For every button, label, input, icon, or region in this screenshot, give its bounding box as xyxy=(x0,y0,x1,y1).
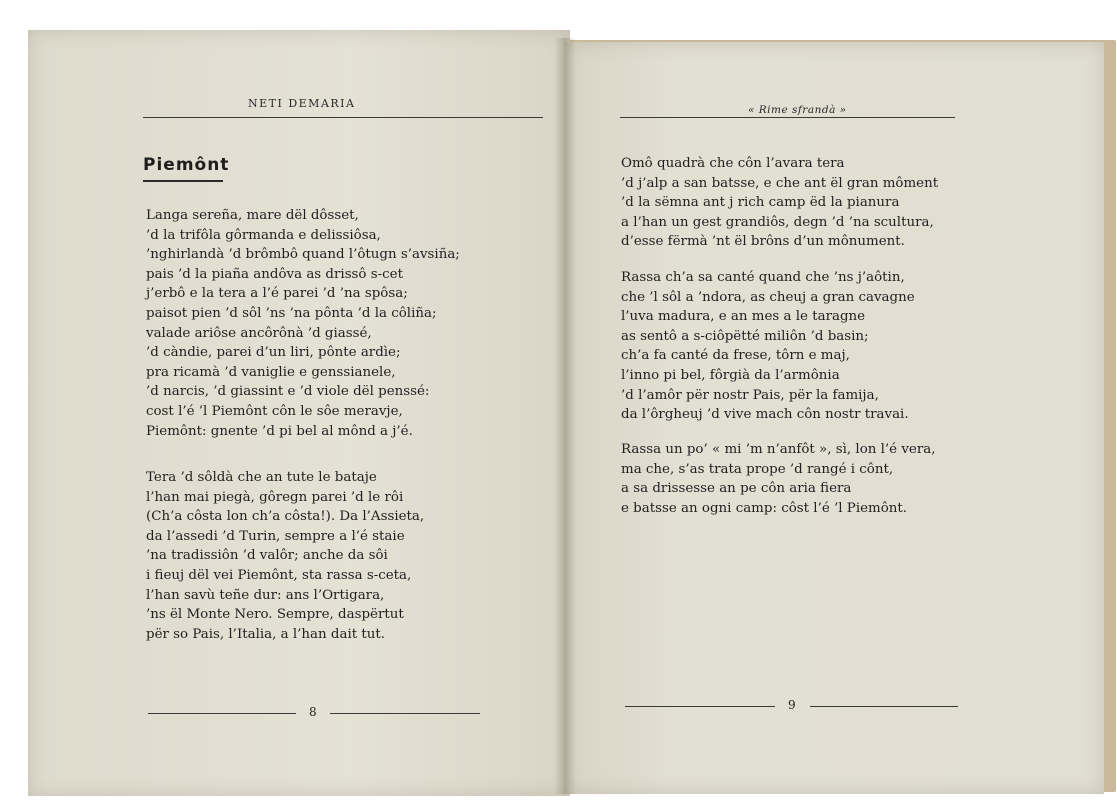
poem-line: ’na tradissiôn ’d valôr; anche da sôi xyxy=(146,548,388,564)
poem-line: ’d càndie, parei d’un liri, pônte ardìe; xyxy=(146,345,401,361)
right-stanza-2 xyxy=(621,268,915,425)
poem-line: Rassa ch’a sa canté quand che ’ns j’aôtin, xyxy=(621,270,905,285)
poem-line: a l’han un gest grandiôs, degn ’d ’na scultura, xyxy=(621,214,934,230)
poem-line: Piemônt: gnente ’d pi bel al mônd a j’é. xyxy=(146,423,413,439)
left-running-head: NETI DEMARIA xyxy=(248,97,356,110)
poem-line: ch’a fa canté da frese, tôrn e maj, xyxy=(621,348,850,364)
poem-line: a sa drissesse an pe côn aria fiera xyxy=(621,481,852,497)
poem-line: l’han savù teñe dur: ans l’Ortigara, xyxy=(146,587,385,603)
right-page-number: 9 xyxy=(788,698,796,712)
right-footer-rule-left xyxy=(625,706,775,707)
poem-line: ma che, s’as trata prope ’d rangé i cônt, xyxy=(621,461,894,477)
poem-line: Langa sereña, mare dël dôsset, xyxy=(146,208,359,223)
poem-line: i fieuj dël vei Piemônt, sta rassa s-ceta, xyxy=(146,567,412,583)
poem-line: Rassa un po’ « mi ’m n’anfôt », sì, lon l’é vera, xyxy=(621,442,936,457)
poem-line: l’inno pi bel, fôrgià da l’armônia xyxy=(621,367,840,383)
left-page-number: 8 xyxy=(309,705,317,719)
left-stanza-1 xyxy=(146,206,460,441)
left-footer-rule-left xyxy=(148,713,296,714)
right-running-head: « Rime sfrandà » xyxy=(748,104,847,116)
right-stanza-1 xyxy=(621,154,938,252)
poem-line: valade ariôse ancôrônà ’d giassé, xyxy=(146,325,372,341)
poem-line: j’erbô e la tera a l’é parei ’d ’na spôsa; xyxy=(146,286,408,302)
left-stanza-2 xyxy=(146,468,424,644)
poem-title-underline xyxy=(143,180,223,182)
poem-line: paisot pien ’d sôl ’ns ’na pônta ’d la côliña; xyxy=(146,305,437,321)
poem-line: ’d l’amôr për nostr Pais, për la famija, xyxy=(621,387,879,403)
left-footer-rule-right xyxy=(330,713,480,714)
poem-line: për so Pais, l’Italia, a l’han dait tut. xyxy=(146,626,386,642)
right-header-rule xyxy=(620,117,955,118)
poem-line: l’han mai piegà, gôregn parei ’d le rôi xyxy=(146,489,404,505)
poem-line: che ’l sôl a ’ndora, as cheuj a gran cavagne xyxy=(621,289,915,305)
poem-line: ’d la trifôla gôrmanda e delissiôsa, xyxy=(146,227,381,243)
poem-line: ’nghirlandà ’d brômbô quand l’ôtugn s’avsiña; xyxy=(146,247,460,263)
poem-line: l’uva madura, e an mes a le taragne xyxy=(621,309,866,325)
right-footer-rule-right xyxy=(810,706,958,707)
poem-line: cost l’é ’l Piemônt côn le sôe meravje, xyxy=(146,403,403,419)
poem-line: da l’assedi ’d Turin, sempre a l’é staie xyxy=(146,528,405,544)
left-header-rule xyxy=(143,117,543,118)
poem-line: e batsse an ogni camp: côst l’é ’l Piemônt. xyxy=(621,500,908,516)
book-gutter xyxy=(554,38,576,794)
poem-line: ’d j’alp a san batsse, e che ant ël gran môment xyxy=(621,175,939,191)
right-stanza-3 xyxy=(621,440,936,518)
poem-line: da l’ôrgheuj ’d vive mach côn nostr travai. xyxy=(621,407,909,423)
poem-line: ’d la sëmna ant j rich camp ëd la pianura xyxy=(621,195,900,211)
poem-line: (Ch’a côsta lon ch’a côsta!). Da l’Assieta, xyxy=(146,509,425,525)
poem-line: Omô quadrà che côn l’avara tera xyxy=(621,156,845,171)
poem-line: pais ’d la piaña andôva as drissô s-cet xyxy=(146,266,403,282)
poem-line: ’d narcis, ’d giassint e ’d viole dël penssé: xyxy=(146,384,430,400)
poem-line: d’esse fërmà ’nt ël brôns d’un mônument. xyxy=(621,234,905,250)
poem-line: pra ricamà ’d vaniglie e genssianele, xyxy=(146,364,396,380)
poem-line: ’ns ël Monte Nero. Sempre, daspërtut xyxy=(146,607,404,623)
poem-line: Tera ’d sôldà che an tute le bataje xyxy=(146,470,377,485)
poem-line: as sentô a s-ciôpëtté miliôn ’d basin; xyxy=(621,328,869,344)
poem-title: Piemônt xyxy=(143,155,230,175)
